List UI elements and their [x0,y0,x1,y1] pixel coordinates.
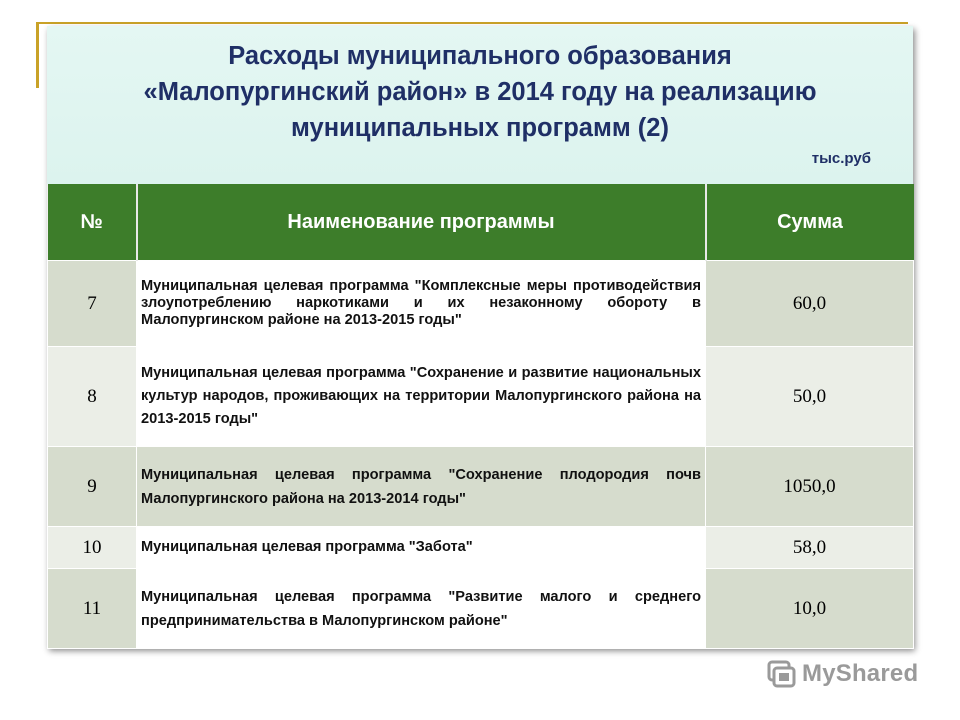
table-row [48,569,914,649]
row-program-name: Муниципальная целевая программа "Развитие малого и среднего предпринимательства в Малопургинском районе" [137,569,706,649]
slide-card [47,26,913,648]
title-line-1: Расходы муниципального образования [228,42,732,70]
row-number: 10 [48,527,137,569]
table-row [48,527,914,569]
header-number: № [48,184,137,261]
row-program-name: Муниципальная целевая программа "Комплексные меры противодействия злоупотреблению наркотиками и их незаконному обороту в Малопургинском районе на 2013-2015 годы" [137,261,706,347]
unit-label: тыс.руб [811,150,871,167]
row-sum: 60,0 [706,261,914,347]
row-number: 9 [48,447,137,527]
programs-table [47,184,914,649]
top-divider-line [38,22,908,24]
title-line-2: «Малопургинский район» в 2014 году на реализацию [143,78,817,106]
row-number: 11 [48,569,137,649]
row-program-name: Муниципальная целевая программа "Сохранение и развитие национальных культур народов, проживающих на территории Малопургинского района на 2013-2015 годы" [137,347,706,447]
row-number: 7 [48,261,137,347]
table-header-row [48,184,914,261]
row-number: 8 [48,347,137,447]
table-row [48,261,914,347]
row-program-name: Муниципальная целевая программа "Забота" [137,527,706,569]
title-line-3: муниципальных программ (2) [291,114,669,142]
header-sum: Сумма [706,184,914,261]
slide-header [47,26,913,184]
row-sum: 50,0 [706,347,914,447]
table-row [48,347,914,447]
myshared-logo-icon [766,659,796,689]
slide-title [67,38,893,146]
header-program-name: Наименование программы [137,184,706,261]
row-sum: 1050,0 [706,447,914,527]
watermark-text: MyShared [802,660,919,687]
row-sum: 58,0 [706,527,914,569]
table-row [48,447,914,527]
row-sum: 10,0 [706,569,914,649]
row-program-name: Муниципальная целевая программа "Сохранение плодородия почв Малопургинского района на 2013-2014 годы" [137,447,706,527]
myshared-watermark [766,656,918,692]
